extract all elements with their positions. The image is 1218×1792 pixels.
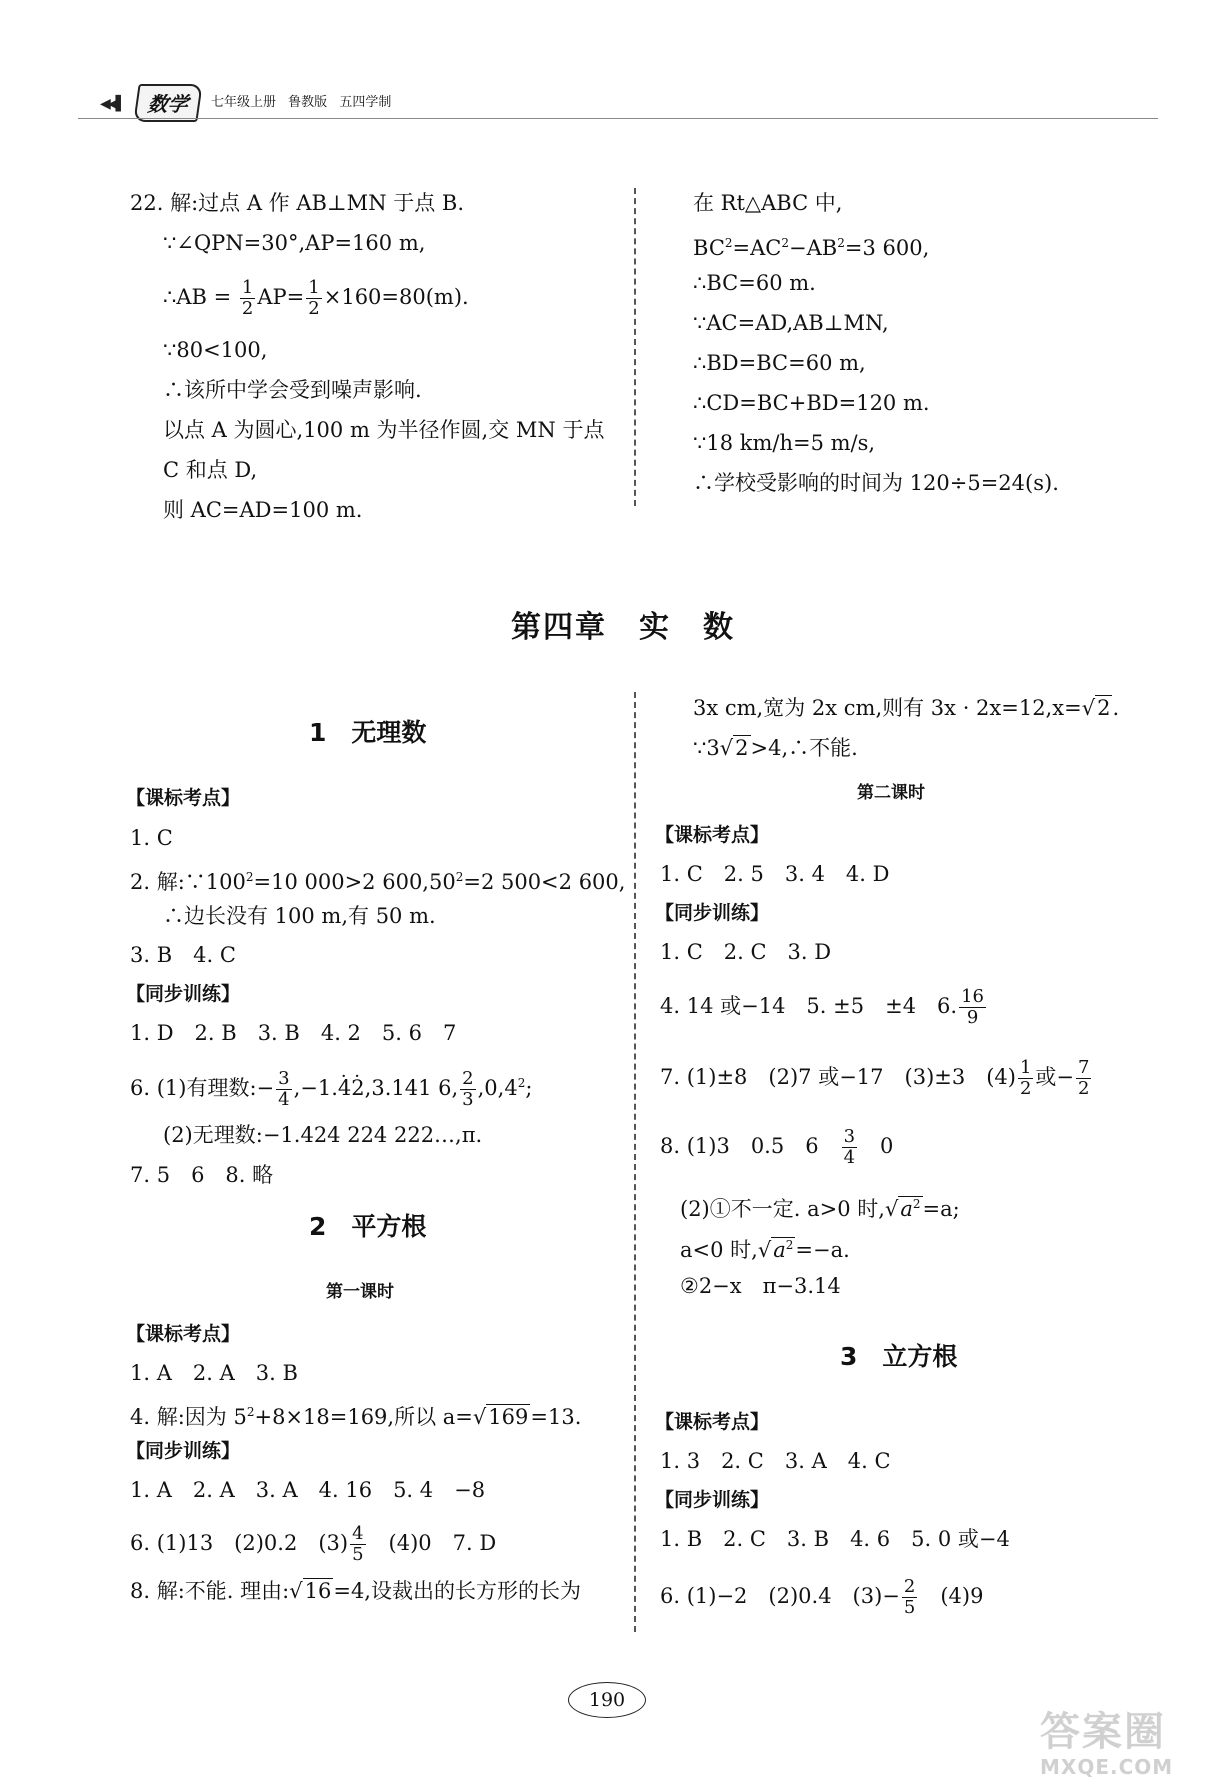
label-standard-points: 【课标考点】	[126, 787, 241, 809]
answer-line: 3x cm,宽为 2x cm,则有 3x · 2x=12,x=√2.	[693, 696, 1120, 720]
answer-line: 7. 5 6 8. 略	[130, 1163, 274, 1187]
answer-line: ∴边长没有 100 m,有 50 m.	[163, 904, 436, 928]
page-header	[78, 82, 1158, 122]
fraction: $\frac{4}{5}$	[352, 1523, 364, 1565]
label-sync-training: 【同步训练】	[655, 1489, 770, 1511]
answer-22-line6: 以点 A 为圆心,100 m 为半径作圆,交 MN 于点	[163, 418, 605, 442]
fraction: $\frac{3}{4}$	[278, 1068, 290, 1110]
label-standard-points: 【课标考点】	[655, 1411, 770, 1433]
answer-line: 1. C	[130, 826, 173, 850]
label-sync-training: 【同步训练】	[126, 983, 241, 1005]
answer-line: a<0 时$,√a^2=-a$.	[680, 1238, 850, 1262]
fraction: $\frac{1}{2}$	[241, 277, 254, 319]
lesson-title-second: 第二课时	[857, 783, 925, 803]
answer-22-line7: C 和点 D,	[163, 458, 258, 482]
section-title-cube-root: 3 立方根	[840, 1342, 958, 1371]
answer-line: 1. B 2. C 3. B 4. 6 5. 0 或−4	[660, 1527, 1010, 1551]
label-standard-points: 【课标考点】	[655, 824, 770, 846]
label-sync-training: 【同步训练】	[655, 902, 770, 924]
fraction: $\frac{1}{2}$	[1019, 1057, 1032, 1099]
fraction: $\frac{1}{2}$	[308, 277, 320, 319]
answer-line: 1. D 2. B 3. B 4. 2 5. 6 7	[130, 1021, 457, 1045]
answer-line: 4. 解:因为 $5^2+8\times 18=169$,所以 a=√169=13.	[130, 1405, 582, 1429]
answer-22-line2: ∵∠QPN=30°,AP=160 m,	[163, 231, 426, 255]
answer-22-r-line4: ∵AC=AD,AB⊥MN,	[693, 311, 889, 335]
fraction: $\frac{2}{5}$	[903, 1576, 916, 1618]
fraction: $\frac{7}{2}$	[1078, 1057, 1090, 1099]
answer-line: 8. (1)3 0.5 6 $\frac{3}{4}$ 0	[660, 1126, 894, 1168]
answer-line: 4. 14 或−14 5. ±5 ±4 6. $\frac{16}{9}$	[660, 986, 984, 1028]
column-divider-top	[634, 188, 636, 506]
answer-22-r-line7: ∵18 km/h=5 m/s,	[693, 431, 876, 455]
answer-line: 1. 3 2. C 3. A 4. C	[660, 1449, 891, 1473]
answer-line: 3. B 4. C	[130, 943, 236, 967]
answer-line: 1. C 2. C 3. D	[660, 940, 832, 964]
answer-line: 8. 解:不能. 理由:√16=4,设裁出的长方形的长为	[130, 1579, 581, 1603]
fraction: $\frac{3}{4}$	[843, 1126, 856, 1168]
header-grade: 七年级上册	[211, 95, 277, 110]
answer-22-line3: ∴AB = $\frac{1}{2}$ AP= $\frac{1}{2}$ ×160=80(m).	[163, 277, 469, 319]
section-title-irrational: 1 无理数	[309, 718, 427, 747]
answer-22-r-line3: ∴BC=60 m.	[693, 271, 816, 295]
answer-line: 1. A 2. A 3. A 4. 16 5. 4 −8	[130, 1478, 486, 1502]
answer-line: ②2−x π−3.14	[680, 1274, 841, 1298]
answer-22-line4: ∵80<100,	[163, 338, 268, 362]
page-number: 190	[568, 1682, 646, 1718]
chapter-title: 第四章 实 数	[511, 610, 735, 645]
answer-line: 1. A 2. A 3. B	[130, 1361, 298, 1385]
fraction: $\frac{2}{3}$	[462, 1068, 474, 1110]
label-sync-training: 【同步训练】	[126, 1440, 241, 1462]
answer-22-r-line8: ∴学校受影响的时间为 120÷5=24(s).	[693, 471, 1059, 495]
answer-line: 6. (1)有理数:− $\frac{3}{4}$ ,−1.· 4· 2,3.141 6, $\frac{2}{3}$ ,0,4$^2$;	[130, 1068, 532, 1110]
answer-line: (2)无理数:−1.424 224 222…,π.	[163, 1123, 483, 1147]
fraction: $\frac{16}{9}$	[961, 986, 984, 1028]
answer-line: 6. (1)13 (2)0.2 (3) $\frac{4}{5}$ (4)0 7. D	[130, 1523, 497, 1565]
header-arrow-icon: ◀◀▌	[100, 96, 124, 112]
answer-line: ∵3√2>4,∴不能.	[693, 736, 858, 760]
answer-22-line5: ∴该所中学会受到噪声影响.	[163, 378, 422, 402]
header-system: 五四学制	[339, 95, 392, 110]
column-divider-bottom	[634, 692, 636, 1632]
answer-22-r-line2: $BC^2=AC^2-AB^2=3$ 600,	[693, 236, 930, 260]
answer-22-line8: 则 AC=AD=100 m.	[163, 498, 363, 522]
answer-line: 1. C 2. 5 3. 4 4. D	[660, 862, 890, 886]
answer-22-r-line6: ∴CD=BC+BD=120 m.	[693, 391, 930, 415]
answer-line: 2. 解$:\because 100^2=10$ 000>2 $600,50^2=2$ 500<2 600,	[130, 870, 626, 894]
header-subtitle	[211, 91, 399, 110]
answer-22-r-line1: 在 Rt△ABC 中,	[693, 191, 843, 215]
subject-logo: 数学	[133, 84, 202, 122]
header-edition: 鲁教版	[288, 95, 328, 110]
answer-line: 6. (1)−2 (2)0.4 (3)− $\frac{2}{5}$ (4)9	[660, 1576, 984, 1618]
label-standard-points: 【课标考点】	[126, 1323, 241, 1345]
answer-line: 7. (1)±8 (2)7 或−17 (3)±3 (4) $\frac{1}{2}$ 或− $\frac{7}{2}$	[660, 1057, 1090, 1099]
answer-22-r-line5: ∴BD=BC=60 m,	[693, 351, 866, 375]
section-title-square-root: 2 平方根	[309, 1212, 427, 1241]
answer-22-line1: 22. 解:过点 A 作 AB⊥MN 于点 B.	[130, 191, 465, 215]
lesson-title-first: 第一课时	[326, 1282, 394, 1302]
header-rule	[78, 118, 1158, 119]
watermark-logo: 答案圈 MXQE.COM	[1040, 1709, 1174, 1779]
answer-line: (2)①不一定. a>0 时$,√a^2=a$;	[680, 1197, 960, 1221]
